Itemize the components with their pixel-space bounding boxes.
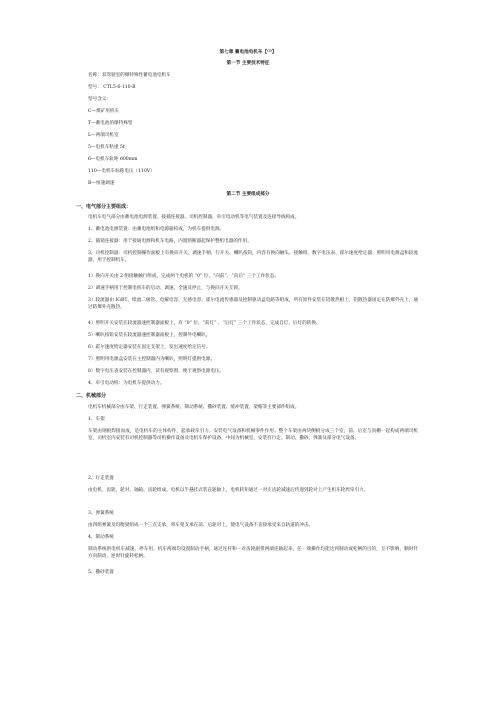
paragraph: 由四组弹簧及均衡梁组成一个三点支承，将车架支承在前、后轮对上，使电气设备不直接承受来自轨道的冲击。 (88, 523, 314, 528)
paragraph: 2）调速手柄用于控制电机车的启动、调速、全速及停止，与换向开关互锁。 (88, 286, 243, 291)
chapter-title: 第七章 蓄电池电机车【⁽³⁾】 (219, 50, 277, 55)
part-heading-mechanical: 二、机械部分 (76, 393, 107, 399)
paragraph: 5）喇叭按钮安装在较流器速控制器面板上，控制外电喇叭。 (88, 333, 211, 338)
section-heading-2: 第二节 主要组成部分 (226, 192, 270, 197)
paragraph: 车架由钢板焊接而成，是电机车的主体构件，起承载牵引力。安装电气设备和机械零件作用。整个车架由两块侧板分成三个室，前、后室与顶棚一起构成两端司机室，司机室内安装有司机控制器等司机操作设备及电机车保护设备，中间为机械室，安装有行走、制动、撒砂、弹簧及部分电气设备。 (88, 429, 418, 441)
spec-line: 6—电机车轨距 600mm (88, 157, 138, 162)
paragraph: 3、司机控制器：司机控制操作面板上有换向开关、调速手柄、行开关、喇叭按钮，内容有换向触头、接触组、数字电压表、霍尔速度给定器、照明用电源盒和较流器，用于控制机车。 (88, 251, 418, 263)
spec-line: 110—电机车标称电压（110V） (88, 169, 155, 174)
paragraph: 8）数字电压表安装在控制器内，读有观察窗，便于观察电源电压。 (88, 369, 225, 374)
paragraph: 4、牵引电动机：为电机车提供动力。 (88, 381, 165, 386)
section-heading-1: 第一节 主要技术特征 (226, 61, 270, 66)
spec-line: B—恒速调速 (88, 181, 115, 186)
paragraph: 电机车电气部分由蓄电池电源装置、接插连接器、司机控制器、牵引电动机等电气装置及连接导线构成。 (88, 215, 300, 220)
part-heading-electrical: 一、电气部分主要组成： (76, 204, 132, 210)
spec-line: 型号： CTL5-6-110-B (88, 85, 136, 90)
paragraph: 6）霍尔速度给定器安装在固定支架上，发出速度给定信号。 (88, 345, 211, 350)
paragraph: 1、蓄电池电源装置：由蓄电池组和电源箱构成，为机车提供电源。 (88, 227, 225, 232)
spec-line: L—两端司机室 (88, 133, 119, 138)
paragraph: 7）照明用电源盒安装在主控制器内为喇叭，照明灯提供电源。 (88, 357, 215, 362)
paragraph: 2、插销连接器：用于接通电源和机车电路，内置熔断器起保护整机电器的作用。 (88, 239, 252, 244)
paragraph: 5、撒砂装置 (88, 570, 114, 575)
spec-line: 5—电机车粘重 5t (88, 145, 125, 150)
spec-line: 型号含义： (88, 97, 111, 102)
paragraph: 制动系统供电机车减速、停车用。机车两端均设置制动手柄，通过连杆和一对齿轮副带两端连轴起来，任一端操作均能达到制动或松闸的目的，互不影响，顺时针方向制动，逆时针旋转松闸。 (88, 547, 418, 559)
paragraph: 电机车机械部分由车架、行走装置、弹簧系统、制动系统、撒砂装置、缓冲装置、架帽等主要部件组成。 (88, 405, 300, 410)
paragraph: 2、行走装置 (88, 476, 114, 481)
paragraph: 4）照明开关安装在较流器速控制器面板上，有 “0” 位、“前灯” 、“后灯” 三个工作状态，完成自灯、后灯的转换。 (88, 321, 321, 326)
spec-line: C—煤矿用机车 (88, 109, 120, 114)
paragraph: 3、弹簧系统 (88, 511, 114, 516)
paragraph: 4、制动系统 (88, 535, 114, 540)
paragraph: 1、车架 (88, 417, 105, 422)
spec-line: T—蓄电池的爆特殊型 (88, 121, 133, 126)
paragraph: 1）换向开关由 2 组接触触行组成，完成两个电机的 “0” 位、“向前”、“向后” 三个工作状态。 (88, 274, 279, 279)
paragraph: 由电机、齿轮、轮对、轴箱、齿轮组成。电机以半悬挂式装在轮轴上，电机转矩通过一对正齿轮减速后传递到轮对上产生机车轮周牵引力。 (88, 488, 369, 493)
spec-line: 名称：双驾驶室的爆特殊性蓄电池电机车 (88, 73, 171, 78)
paragraph: 3）较流器由 IGBT、续流二极管、电解电容、无感电容、霍尔电流传感器及控制驱动盒电路等组成，所有原件安装在铝散热板上，铝散热器固定在防爆外壳上，通过防爆外壳散热。 (88, 298, 418, 310)
